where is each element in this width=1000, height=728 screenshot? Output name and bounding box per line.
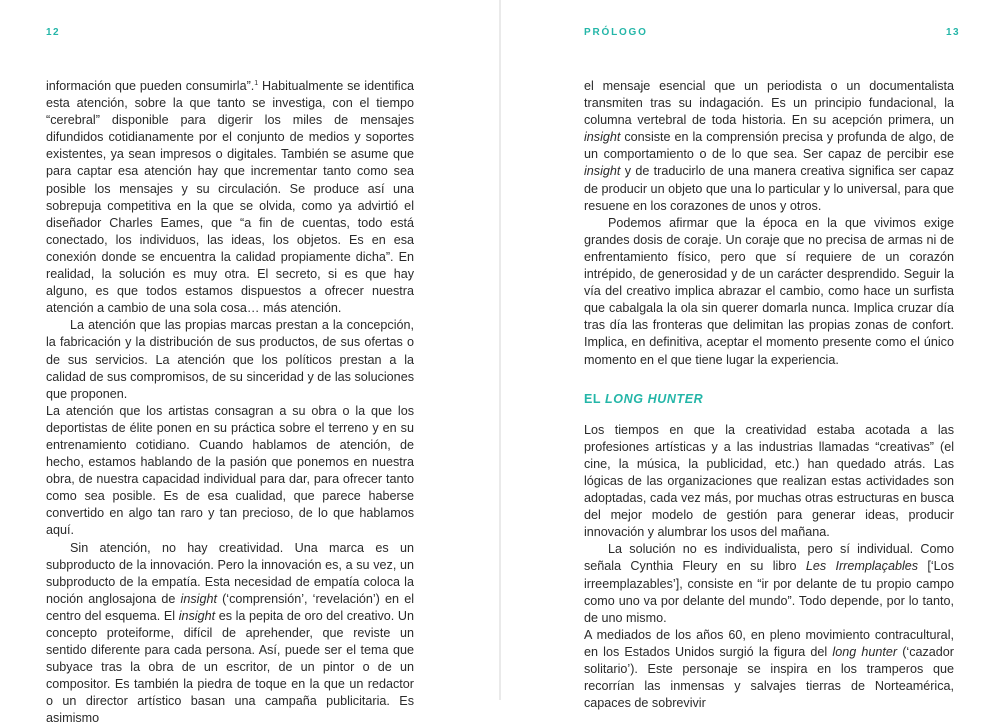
text-run: [‘Los irreemplazables’], consiste en “ir por delante de tu propio campo como uno va por delante del mundo”. Todo depende, por lo tanto, de uno mismo. [584, 559, 954, 625]
page-number-left: 12 [46, 27, 61, 38]
paragraph [584, 627, 954, 712]
italic-term: Les Irremplaçables [805, 559, 919, 574]
italic-term: insight [584, 164, 621, 179]
text-run: Habitualmente se identifica esta atención, sobre la que tanto se investiga, con el tiempo “cerebral” disponible para digerir los miles de mensajes difundidos cotidianamente por el conjunto de medios y soportes existentes, ya sean impresos o digitales. También se asume que para captar esa atención hay que incrementar tanto como sea posible los mensajes y su circulación. Se produce así una sobrepuja competitiva en la que se olvida, como ya advirtió el diseñador Charles Eames, que “a fin de cuentas, todo está conectado, los individuos, las ideas, los objetos. Es en esa conexión donde se encuentra la calidad propiamente dicha”. En realidad, la solución es muy otra. El secreto, si es que hay alguno, es que todos estamos dispuestos a ofrecer nuestra atención a cambio de una sola cosa… más atención. [46, 79, 414, 316]
left-page-body [46, 78, 414, 728]
text-run: La solución no es individualista, pero sí individual. Como señala Cynthia Fleury en su libro [584, 542, 954, 574]
paragraph [46, 317, 414, 402]
right-page-body [584, 78, 954, 712]
text-run: y de traducirlo de una manera creativa significa ser capaz de producir un objeto que una lo particular y lo universal, para que resuene en los corazones de unos y otros. [584, 164, 954, 213]
text-run: Sin atención, no hay creatividad. Una marca es un subproducto de la innovación. Pero la innovación es, a su vez, un subproducto de la empatía. Esta necesidad de empatía coloca la noción anglosajona de [46, 540, 414, 606]
right-body-before [584, 78, 954, 369]
text-run: información que pueden consumirla”. [46, 79, 255, 93]
paragraph [584, 541, 954, 626]
italic-term: insight [178, 608, 216, 623]
paragraph [46, 403, 414, 540]
paragraph [584, 422, 954, 542]
right-body-after [584, 422, 954, 713]
page-number-right: 13 [946, 27, 961, 38]
italic-term: long hunter [832, 644, 898, 659]
footnote-marker: 1 [254, 79, 259, 87]
text-run: EL [584, 391, 606, 406]
text-run: Podemos afirmar que la época en la que vivimos exige grandes dosis de coraje. Un coraje que no precisa de armas ni de enfrentamiento físico, pero que sí requiere de un corazón intrépido, de generosidad y de un carácter desprendido. Seguir la vía del creativo implica abrazar el cambio, como hace un surfista que cabalgala la ola sin querer domarla nunca. Implica cruzar día tras día las fronteras que delimitan las propias zonas de confort. Implica, en definitiva, aceptar el momento presente como el único momento en el que tiene lugar la experiencia. [584, 215, 954, 367]
right-page [500, 0, 1000, 711]
text-run: el mensaje esencial que un periodista o un documentalista transmiten tras su indagación. Es un principio fundacional, la columna vertebral de toda historia. En su acepción primera, un [584, 79, 954, 128]
italic-term: insight [180, 591, 217, 606]
text-run: (‘cazador solitario’). Este personaje se inspira en los tramperos que recorrían las inmensas y salvajes tierras de Norteamérica, capaces de sobrevivir [584, 644, 955, 711]
text-run: A mediados de los años 60, en pleno movimiento contracultural, en los Estados Unidos surgió la figura del [584, 627, 954, 659]
running-head: PRÓLOGO [584, 27, 648, 38]
section-heading [584, 391, 954, 408]
text-run: La atención que las propias marcas prestan a la concepción, la fabricación y la distribución de sus productos, de sus ofertas o de sus servicios. La atención que los políticos prestan a la calidad de sus compromisos, de su sinceridad y de las soluciones que proponen. [46, 318, 414, 401]
text-run: consiste en la comprensión precisa y profunda de algo, de un comportamiento o de lo que sea. Ser capaz de percibir ese [584, 130, 954, 162]
text-run: (‘comprensión’, ‘revelación’) en el centro del esquema. El [46, 591, 415, 623]
text-run: es la pepita de oro del creativo. Un concepto proteiforme, difícil de aprehender, que reviste un sentido diferente para cada persona. Así, puede ser el tema que subyace tras la obra de un escritor, de un pintor o de un compositor. Es también la piedra de toque en la que un redactor o un director artístico basan una campaña publicitaria. Es asimismo [46, 608, 414, 726]
paragraph [46, 78, 414, 317]
paragraph [584, 215, 954, 369]
paragraph [46, 540, 414, 728]
italic-term: insight [584, 130, 621, 145]
paragraph [584, 78, 954, 215]
left-page [0, 0, 500, 726]
text-run: La atención que los artistas consagran a su obra o la que los deportistas de élite ponen en su práctica sobre el terreno y en su entrenamiento cotidiano. Cuando hablamos de atención, de hecho, estamos hablando de la pasión que ponemos en nuestra obra, de nuestra capacidad individual para dar, para ofrecer tanto como sea posible. Es de esa cualidad, que parece haberse convertido en algo tan raro y tan precioso, de lo que hablamos aquí. [46, 403, 414, 538]
italic-term: LONG HUNTER [605, 391, 704, 406]
text-run: Los tiempos en que la creatividad estaba acotada a las profesiones artísticas y a las industrias llamadas “creativas” (el cine, la música, la publicidad, etc.) han quedado atrás. Las lógicas de las organizaciones que realizan estas actividades son adoptadas, cada vez más, por muchas otras estructuras en busca del mejor modelo de gestión para generar ideas, producir innovación y alumbrar los usos del mañana. [584, 422, 954, 540]
